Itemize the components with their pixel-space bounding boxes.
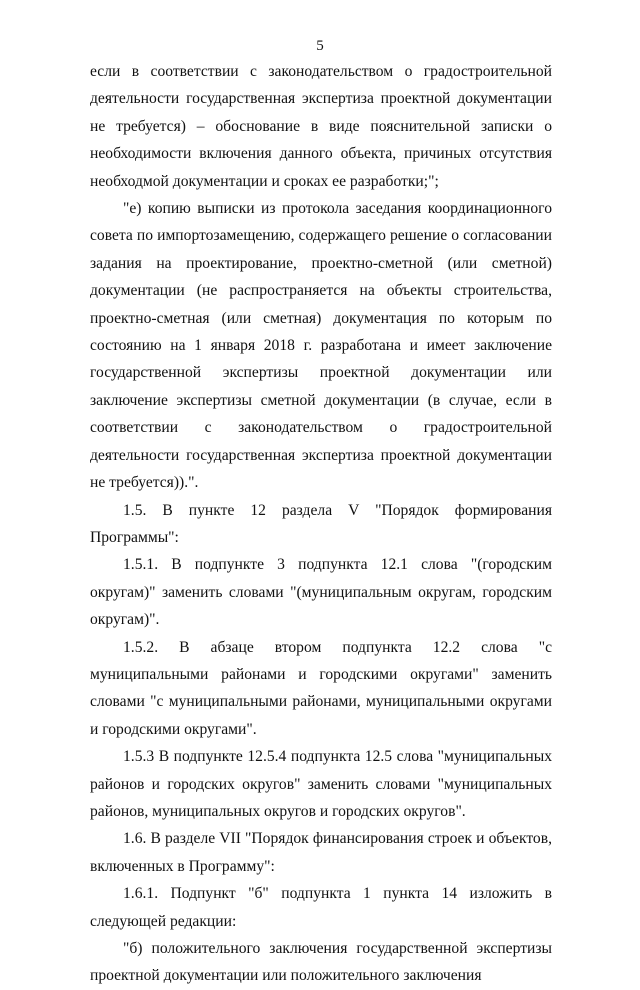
paragraph: 1.6.1. Подпункт "б" подпункта 1 пункта 14 изложить в следующей редакции:	[90, 885, 552, 930]
paragraph: если в соответствии с законодательством о градостроительной деятельности государственная экспертиза проектной документации не требуется) – обоснование в виде пояснительной записки о необходимости включения данного объекта, причиных отсутствия необходмой документации и сроках ее разработки;";	[90, 63, 552, 190]
paragraph: 1.5.1. В подпункте 3 подпункта 12.1 слова "(городским округам)" заменить словами "(муниципальным округам, городским округам)".	[90, 556, 552, 629]
paragraph: 1.5.2. В абзаце втором подпункта 12.2 слова "с муниципальными районами и городскими округами" заменить словами "с муниципальными районами, муниципальными округами и городскими округами".	[90, 638, 552, 738]
paragraph: 1.5. В пункте 12 раздела V "Порядок формирования Программы":	[90, 501, 552, 546]
paragraph: "б) положительного заключения государственной экспертизы проектной документации или положительного заключения	[90, 940, 552, 985]
paragraph: 1.6. В разделе VII "Порядок финансирования строек и объектов, включенных в Программу":	[90, 830, 552, 875]
paragraph: 1.5.3 В подпункте 12.5.4 подпункта 12.5 слова "муниципальных районов и городских округов" заменить словами "муниципальных районов, муниципальных округов и городских округов".	[90, 748, 552, 820]
document-body	[90, 58, 552, 990]
paragraph: "е) копию выписки из протокола заседания координационного совета по импортозамещению, содержащего решение о согласовании задания на проектирование, проектно-сметной (или сметной) документации (не распространяется на объекты строительства, проектно-сметная (или сметная) документация по которым по состоянию на 1 января 2018 г. разработана и имеет заключение государственной экспертизы проектной документации или заключение экспертизы сметной документации (в случае, если в соответствии с законодательством о градостроительной деятельности государственная экспертиза проектной документации не требуется)).".	[90, 200, 552, 492]
page-number: 5	[316, 38, 324, 54]
